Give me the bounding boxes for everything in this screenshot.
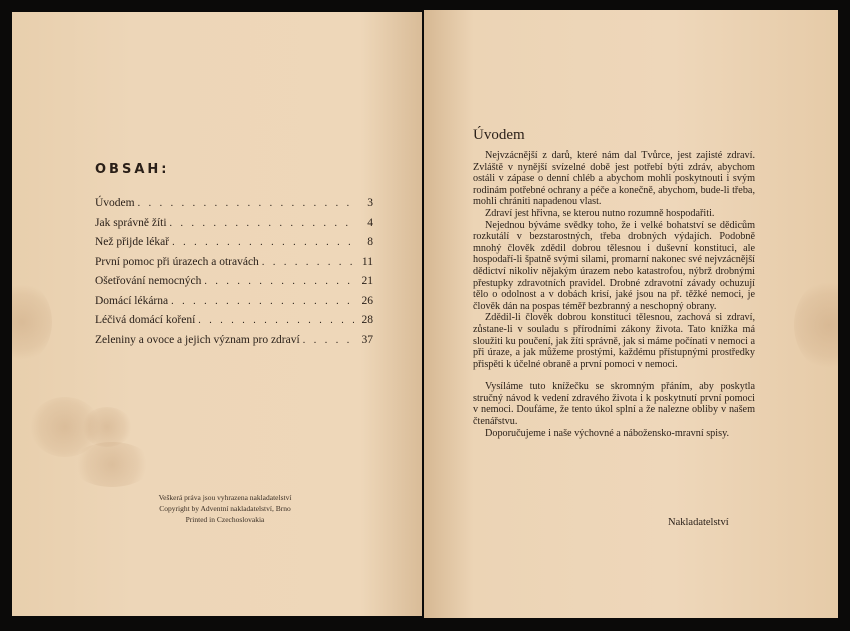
stain — [82, 407, 132, 447]
preface-paragraph: Nejednou býváme svědky toho, že i velké bohatství se dědicům rozkutálí v bezstarostných, třeba drobných výdajích. Podobně mnohý člověk zdědil dobrou tělesnou i duševní konstituci, ale hospodaří-li špatně svými silami, promarní nakonec své nejvzácnější dědictví nikoliv nějakým úrazem nebo katastrofou, nýbrž drobnými přestupky zdravotních pravidel. Drobné zdravotní závady ochuzují tělo o odolnost a v dobách krisí, jaké jsou na př. těžké nemoci, je člověk dán na pospas téměř bezbranný a neschopný obrany. — [473, 219, 755, 312]
preface-paragraph: Nejvzácnější z darů, které nám dal Tvůrce, jest zajisté zdraví. Zvláště v nynější svízelné době jest potřebí býti zdráv, abychom ostáli v zápase o denní chléb a abychom mohli poskytnouti i svým rodinám potřebné ochrany a péče a konečně, abychom, bude-li třeba, mohli chrániti napadenou vlast. — [473, 150, 755, 208]
toc-leader-dots — [138, 194, 354, 214]
left-page — [12, 12, 422, 616]
toc-entry-label: Zeleniny a ovoce a jejich význam pro zdraví — [95, 333, 300, 346]
publisher-signature: Nakladatelství — [668, 517, 729, 528]
toc-entry-label: Úvodem — [95, 197, 135, 209]
toc-entry-label: První pomoc při úrazech a otravách — [95, 255, 259, 268]
preface-text — [473, 150, 755, 439]
toc-entry-label: Domácí lékárna — [95, 294, 169, 307]
toc-leader-dots — [204, 272, 354, 292]
copyright-line: Veškerá práva jsou vyhrazena nakladatelství — [158, 493, 292, 502]
preface-paragraph: Zdraví jest hřivna, se kterou nutno rozumně hospodařiti. — [485, 207, 715, 219]
toc-entry-label: Jak správně žíti — [95, 216, 167, 229]
toc-leader-dots — [171, 292, 354, 312]
stain — [12, 282, 52, 362]
toc-entry-page: 11 — [361, 255, 373, 268]
toc-entry-page: 37 — [361, 333, 373, 346]
right-page — [424, 10, 838, 618]
stain — [794, 280, 838, 370]
toc-entry — [95, 214, 373, 234]
toc-entry-page: 8 — [367, 236, 373, 248]
toc-entry-label: Léčivá domácí koření — [95, 314, 196, 326]
preface-paragraph: Doporučujeme i naše výchovné a nábožensko-mravní spisy. — [485, 427, 730, 439]
toc-entry — [95, 311, 373, 331]
contents-title: OBSAH: — [95, 162, 170, 177]
toc-entry-page: 21 — [361, 275, 373, 287]
toc-entry-page: 28 — [361, 314, 373, 326]
copyright-notice — [130, 492, 320, 525]
preface-paragraph: Zdědil-li člověk dobrou konstituci tělesnou, zachová si zdraví, zůstane-li v souladu s přírodními zákony života. Tato knížka má sloužiti ku poučení, jak žíti správně, jak si máme počínati v nemoci a při úraze, a jak můžeme prostými, každému přístupnými prostředky přispěti k účelné obraně a první pomoci v nemoci. — [473, 312, 755, 370]
toc-entry — [95, 253, 373, 273]
preface-title: Úvodem — [473, 127, 525, 143]
toc-entry-page: 26 — [361, 294, 373, 307]
toc-entry — [95, 272, 373, 292]
stain — [72, 442, 152, 487]
toc-leader-dots — [262, 253, 354, 273]
preface-paragraph: Vysíláme tuto knížečku se skromným přáním, aby poskytla stručný návod k vedení zdravého života i k poskytnutí první pomoci v nemoci. Doufáme, že tento úkol splní a že nalezne obliby v našem čtenářstvu. — [473, 381, 755, 428]
toc-entry — [95, 331, 373, 351]
table-of-contents — [95, 194, 373, 350]
toc-entry — [95, 194, 373, 214]
toc-entry-page: 4 — [367, 216, 373, 229]
toc-entry-page: 3 — [367, 197, 373, 209]
toc-leader-dots — [198, 311, 354, 331]
toc-entry-label: Než přijde lékař — [95, 236, 170, 248]
toc-entry — [95, 292, 373, 312]
toc-leader-dots — [170, 214, 354, 234]
copyright-line: Copyright by Adventní nakladatelství, Brno — [159, 504, 291, 513]
copyright-line: Printed in Czechoslovakia — [185, 515, 265, 524]
toc-leader-dots — [172, 233, 354, 253]
toc-entry-label: Ošetřování nemocných — [95, 275, 202, 287]
toc-entry — [95, 233, 373, 253]
toc-leader-dots — [303, 331, 354, 351]
